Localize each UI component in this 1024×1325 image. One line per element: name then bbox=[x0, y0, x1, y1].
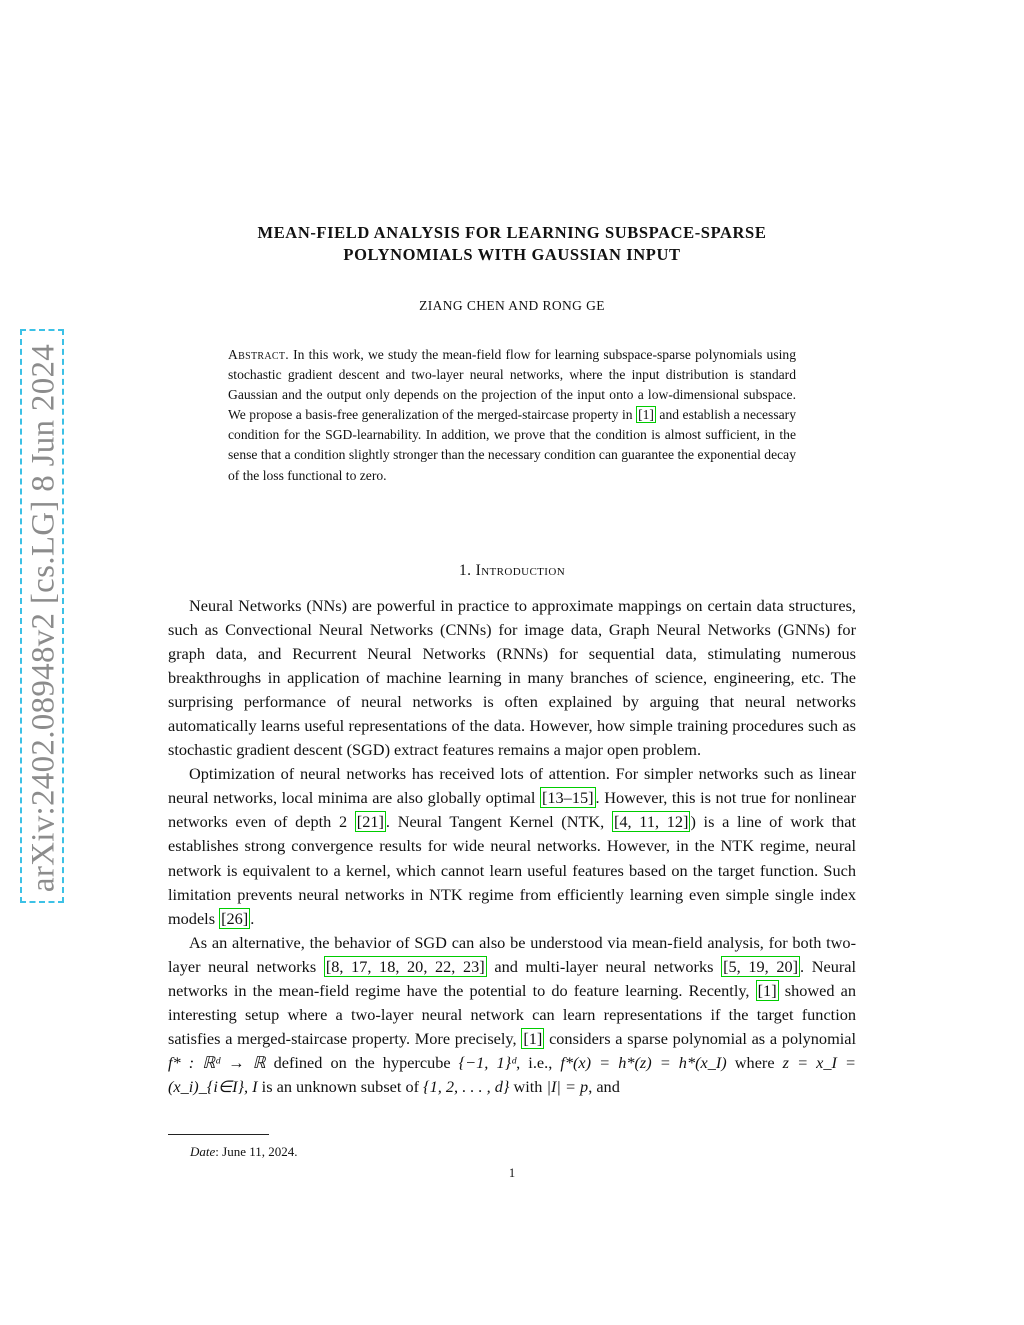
abstract-text-1: In this work, we study the mean-field flow for learning subspace-sparse polynomials using stochastic gradient descent and two-layer neural networks, where the input distribution is standard Gaussian and the output only depends on the projection of the input onto a low-dimensional subspace. We propose a basis-free generalization of the merged-staircase property in bbox=[228, 347, 796, 423]
footnote-label: Date bbox=[190, 1144, 216, 1159]
text-span: , i.e., bbox=[516, 1052, 553, 1072]
citation-link[interactable]: [4, 11, 12] bbox=[613, 812, 689, 832]
date-footnote bbox=[190, 1144, 298, 1160]
abstract bbox=[228, 345, 796, 486]
math-expression: {−1, 1}ᵈ bbox=[458, 1052, 517, 1072]
text-span: . Neural networks in the mean-field regime have the potential to do feature learning. Recently, bbox=[168, 956, 857, 1000]
math-expression: {1, 2, . . . , d} bbox=[423, 1076, 510, 1096]
title-line-1: MEAN-FIELD ANALYSIS FOR LEARNING SUBSPACE-SPARSE bbox=[257, 223, 767, 242]
text-span: Optimization of neural networks has received lots of attention. For simpler networks such as linear neural networks, local minima are also globally optimal bbox=[168, 764, 856, 808]
paragraph-3 bbox=[168, 931, 856, 1099]
section-number: 1. bbox=[458, 562, 472, 579]
math-expression: f* : ℝᵈ → ℝ bbox=[168, 1052, 266, 1072]
math-expression: f*(x) = h*(z) = h*(x_I) bbox=[560, 1052, 727, 1072]
text-span: . Neural Tangent Kernel (NTK, bbox=[385, 812, 605, 832]
math-expression: z = x_I = (x_i)_{i∈I}, I bbox=[168, 1052, 856, 1096]
arxiv-stamp-box[interactable] bbox=[20, 329, 64, 903]
text-span: . bbox=[250, 908, 255, 928]
section-title: Introduction bbox=[475, 562, 566, 579]
math-expression: |I| = p bbox=[546, 1076, 589, 1096]
paper-title bbox=[150, 222, 874, 266]
citation-link[interactable]: [13–15] bbox=[541, 788, 594, 808]
footnote-text: : June 11, 2024. bbox=[215, 1144, 298, 1159]
text-span: As an alternative, the behavior of SGD can also be understood via mean-field analysis, for both two-layer neural networks bbox=[168, 932, 856, 976]
section-heading bbox=[150, 562, 874, 580]
body-text bbox=[168, 594, 856, 1099]
citation-link[interactable]: [5, 19, 20] bbox=[723, 956, 799, 976]
citation-link[interactable]: [21] bbox=[356, 812, 384, 832]
footnote-divider bbox=[168, 1134, 269, 1135]
text-span: is an unknown subset of bbox=[261, 1076, 420, 1096]
citation-link[interactable]: [1] bbox=[757, 980, 777, 1000]
text-span: considers a sparse polynomial as a polynomial bbox=[549, 1028, 857, 1048]
citation-link[interactable]: [1] bbox=[523, 1028, 543, 1048]
title-line-2: POLYNOMIALS WITH GAUSSIAN INPUT bbox=[343, 245, 681, 264]
text-span: showed an interesting setup where a two-layer neural network can learn representations if the target function satisfies a merged-staircase property. More precisely, bbox=[168, 980, 857, 1048]
text-span: . However, this is not true for nonlinear networks even of depth 2 bbox=[168, 788, 856, 832]
authors: ZIANG CHEN AND RONG GE bbox=[419, 298, 605, 313]
text-span: where bbox=[734, 1052, 775, 1072]
citation-link[interactable]: [26] bbox=[221, 908, 249, 928]
citation-link[interactable]: [1] bbox=[638, 407, 654, 423]
page-number: 1 bbox=[508, 1166, 516, 1180]
text-span: and multi-layer neural networks bbox=[494, 956, 714, 976]
paragraph-1: Neural Networks (NNs) are powerful in practice to approximate mappings on certain data structures, such as Convectional Neural Networks (CNNs) for image data, Graph Neural Networks (GNNs) for graph data, and Recurrent Neural Networks (RNNs) for sequential data, stimulating numerous breakthroughs in application of machine learning in many branches of science, engineering, etc. The surprising performance of neural networks is often explained by arguing that neural networks automatically learns useful representations of the data. However, how simple training procedures such as stochastic gradient descent (SGD) extract features remains a major open problem. bbox=[168, 596, 856, 760]
text-span: , and bbox=[588, 1076, 620, 1096]
text-span: with bbox=[513, 1076, 543, 1096]
text-span: ) is a line of work that establishes strong convergence results for wide neural networks. However, in the NTK regime, neural network is equivalent to a kernel, which cannot learn useful features based on the target function. Such limitation prevents neural networks in NTK regime from efficiently learning even simple single index models bbox=[168, 812, 856, 928]
citation-link[interactable]: [8, 17, 18, 20, 22, 23] bbox=[325, 956, 485, 976]
arxiv-identifier[interactable]: arXiv:2402.08948v2 [cs.LG] 8 Jun 2024 bbox=[25, 343, 62, 893]
text-span: defined on the hypercube bbox=[273, 1052, 451, 1072]
abstract-text-2: and establish a necessary condition for the SGD-learnability. In addition, we prove that the condition is almost sufficient, in the sense that a condition slightly stronger than the necessary condition can guarantee the exponential decay of the loss functional to zero. bbox=[228, 407, 796, 483]
abstract-label: Abstract. bbox=[228, 347, 289, 362]
paragraph-2 bbox=[168, 762, 856, 930]
